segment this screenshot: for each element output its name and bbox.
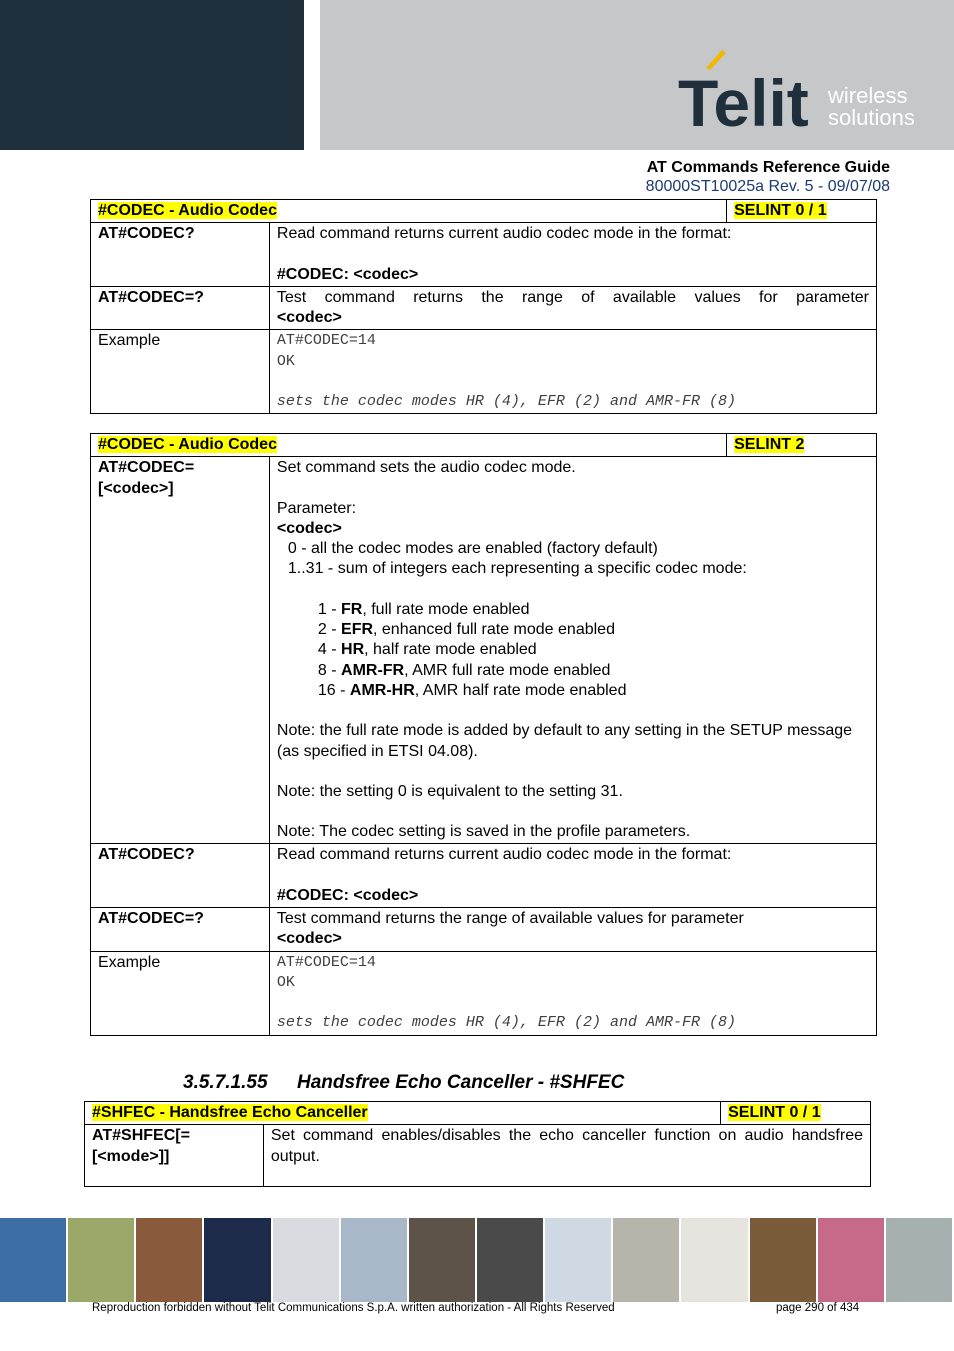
photo-tile — [477, 1218, 545, 1302]
photo-tile — [818, 1218, 886, 1302]
example-response: OK — [276, 352, 295, 370]
command-cell: AT#CODEC=? — [91, 286, 270, 330]
table-title: #SHFEC - Handsfree Echo Canceller — [92, 1104, 368, 1121]
shfec-table — [84, 1101, 871, 1187]
description: Set command sets the audio codec mode. — [276, 459, 576, 477]
table-header-row — [91, 434, 877, 457]
command-cell: AT#CODEC? — [91, 844, 270, 908]
codec-mode-item: 1 - FR, full rate mode enabled — [317, 600, 530, 618]
telit-logo — [676, 48, 936, 138]
photo-tile — [886, 1218, 954, 1302]
header-dark-panel — [0, 0, 304, 150]
codec-table-selint2 — [90, 433, 877, 1036]
photo-tile — [204, 1218, 272, 1302]
description: Test command returns the range of available values for parameter — [276, 910, 744, 928]
codec-mode-item: 2 - EFR, enhanced full rate mode enabled — [317, 621, 615, 639]
description: Test command returns the range of available values for parameter — [276, 288, 869, 306]
description: Read command returns current audio codec mode in the format: — [276, 846, 732, 864]
photo-tile — [0, 1218, 68, 1302]
table-header-row — [85, 1102, 871, 1125]
footer — [92, 1302, 882, 1314]
note: Note: the full rate mode is added by default to any setting in the SETUP message (as specified in ETSI 04.08). — [276, 722, 853, 760]
table-row — [91, 844, 877, 908]
section-heading — [183, 1072, 624, 1094]
command-cell: AT#SHFEC[= — [92, 1127, 190, 1145]
selint-badge: SELINT 0 / 1 — [728, 1104, 821, 1121]
logo-tagline-1: wireless — [828, 83, 908, 108]
photo-tile — [68, 1218, 136, 1302]
footer-photo-strip — [0, 1218, 954, 1302]
photo-tile — [409, 1218, 477, 1302]
parameter-option: 0 - all the codec modes are enabled (factory default) — [287, 540, 658, 558]
table-row — [91, 457, 877, 844]
codec-table-selint01 — [90, 199, 877, 414]
document-title: AT Commands Reference Guide — [646, 159, 890, 176]
table-title: #CODEC - Audio Codec — [98, 436, 277, 453]
parameter-label: Parameter: — [276, 499, 357, 517]
photo-tile — [613, 1218, 681, 1302]
table-row — [91, 330, 877, 414]
section-number: 3.5.7.1.55 — [183, 1072, 268, 1093]
table-title: #CODEC - Audio Codec — [98, 202, 277, 219]
table-header-row — [91, 200, 877, 223]
response-format: #CODEC: <codec> — [276, 886, 419, 904]
parameter-name: <codec> — [276, 309, 342, 327]
section-title: Handsfree Echo Canceller - #SHFEC — [297, 1072, 625, 1093]
photo-tile — [136, 1218, 204, 1302]
selint-badge: SELINT 2 — [734, 436, 805, 453]
note: Note: The codec setting is saved in the profile parameters. — [276, 823, 691, 841]
page-number: page 290 of 434 — [776, 1302, 860, 1314]
document-revision: 80000ST10025a Rev. 5 - 09/07/08 — [645, 178, 890, 195]
command-cell: AT#CODEC= — [98, 459, 195, 477]
table-row — [91, 908, 877, 952]
example-response: OK — [276, 973, 295, 991]
parameter-name: <codec> — [276, 519, 342, 537]
command-cell-params: [<codec>] — [98, 479, 174, 497]
photo-tile — [545, 1218, 613, 1302]
note: Note: the setting 0 is equivalent to the setting 31. — [276, 782, 623, 800]
parameter-name: <codec> — [276, 930, 342, 948]
description: Set command enables/disables the echo canceller function on audio handsfree output. — [263, 1125, 870, 1187]
example-label: Example — [91, 951, 270, 1035]
photo-tile — [341, 1218, 409, 1302]
command-cell-params: [<mode>]] — [92, 1147, 170, 1165]
parameter-option: 1..31 - sum of integers each representing a specific codec mode: — [287, 560, 747, 578]
table-row — [85, 1125, 871, 1187]
command-cell: AT#CODEC? — [91, 223, 270, 287]
example-label: Example — [91, 330, 270, 414]
example-note: sets the codec modes HR (4), EFR (2) and AMR-FR (8) — [276, 393, 736, 411]
photo-tile — [681, 1218, 749, 1302]
codec-mode-item: 16 - AMR-HR, AMR half rate mode enabled — [317, 681, 627, 699]
logo-word: Telit — [678, 66, 809, 138]
example-command: AT#CODEC=14 — [276, 953, 376, 971]
codec-mode-item: 8 - AMR-FR, AMR full rate mode enabled — [317, 661, 611, 679]
selint-badge: SELINT 0 / 1 — [734, 202, 827, 219]
table-row — [91, 951, 877, 1035]
example-command: AT#CODEC=14 — [276, 332, 376, 350]
description: Read command returns current audio codec mode in the format: — [276, 225, 732, 243]
table-row — [91, 286, 877, 330]
photo-tile — [750, 1218, 818, 1302]
codec-mode-item: 4 - HR, half rate mode enabled — [317, 641, 537, 659]
table-row — [91, 223, 877, 287]
logo-tagline-2: solutions — [828, 105, 915, 130]
photo-tile — [273, 1218, 341, 1302]
example-note: sets the codec modes HR (4), EFR (2) and AMR-FR (8) — [276, 1014, 736, 1032]
footer-copyright: Reproduction forbidden without Telit Communications S.p.A. written authorization - All Rights Reserved — [92, 1302, 615, 1314]
response-format: #CODEC: <codec> — [276, 265, 419, 283]
command-cell: AT#CODEC=? — [91, 908, 270, 952]
